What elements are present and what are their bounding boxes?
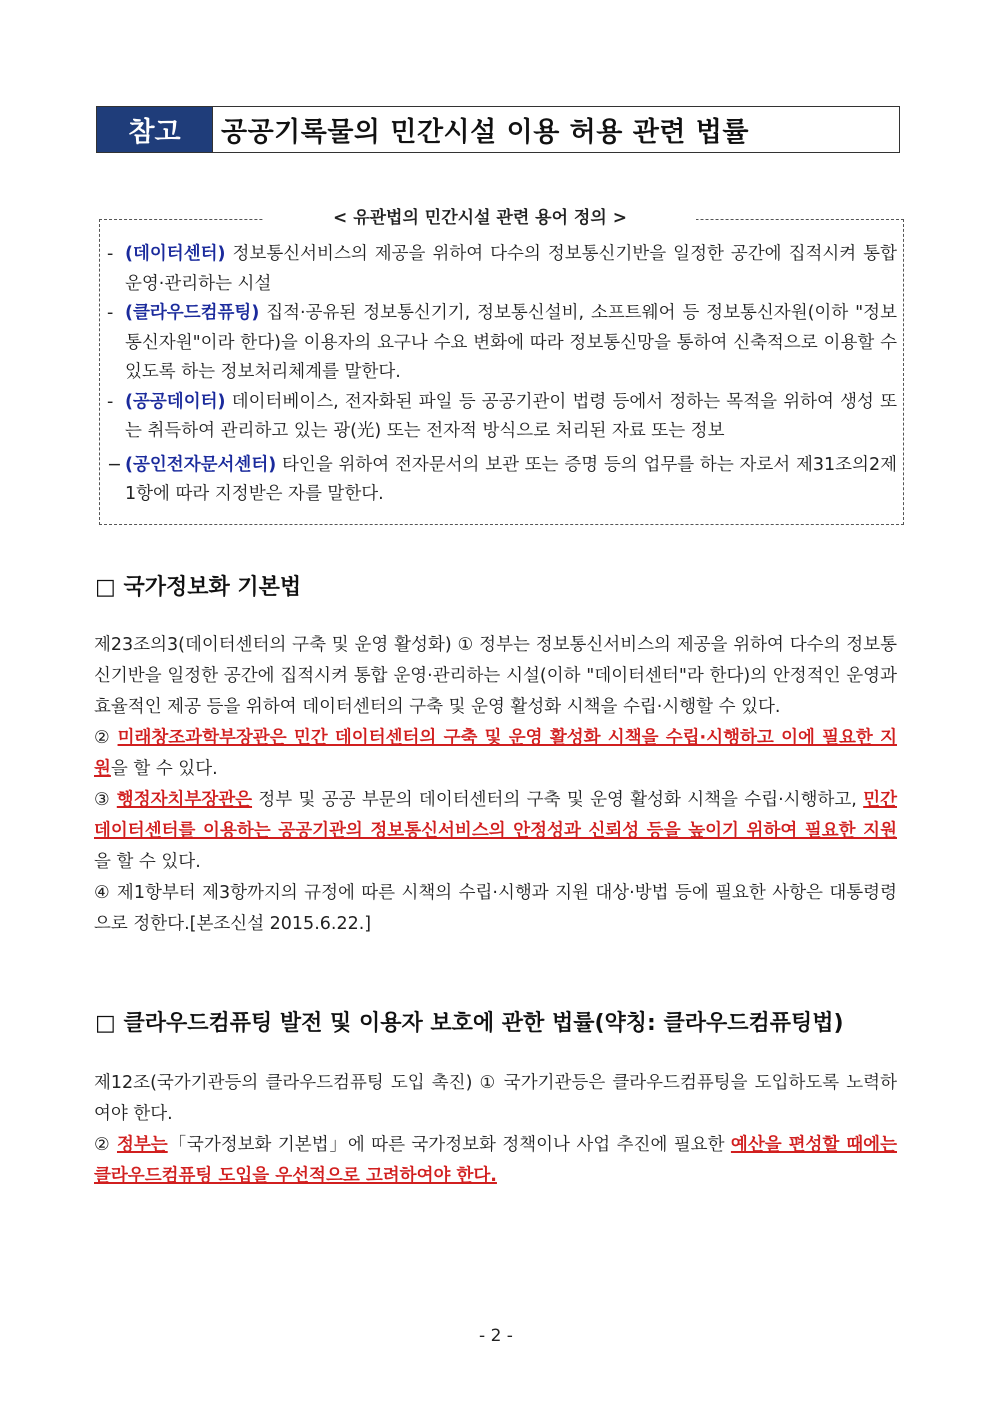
document-title-box: [96, 106, 900, 153]
article-paragraph-1: 제12조(국가기관등의 클라우드컴퓨팅 도입 촉진) ① 국가기관등은 클라우드컴퓨팅을 도입하도록 노력하여야 한다.: [94, 1073, 897, 1124]
highlighted-clause: 미래창조과학부장관은 민간 데이터센터의 구축 및 운영 활성화 시책을 수립·시행하고 이에 필요한 지원: [94, 728, 897, 779]
definition-item-datacenter: [107, 240, 897, 299]
list-dash: -: [107, 391, 114, 412]
definition-term: (공공데이터): [125, 391, 226, 412]
definition-item-public-data: [107, 388, 897, 447]
definition-term: (공인전자문서센터): [125, 454, 277, 475]
article-paragraph-4: ④ 제1항부터 제3항까지의 규정에 따른 시책의 수립·시행과 지원 대상·방법 등에 필요한 사항은 대통령령으로 정한다.[본조신설 2015.6.22.]: [94, 883, 897, 934]
highlighted-clause: 행정자치부장관은: [116, 790, 253, 810]
reference-tag: 참고: [97, 107, 213, 152]
article-paragraph-2: ② 미래창조과학부장관은 민간 데이터센터의 구축 및 운영 활성화 시책을 수립·시행하고 이에 필요한 지원을 할 수 있다.: [94, 728, 897, 779]
highlighted-clause: 예산을 편성할 때에는 클라우드컴퓨팅 도입을 우선적으로 고려하여야 한다.: [94, 1135, 897, 1186]
section-heading-national-informatization-act: □ 국가정보화 기본법: [95, 575, 302, 600]
article-paragraph-2: ② 정부는「국가정보화 기본법」에 따른 국가정보화 정책이나 사업 추진에 필요한 예산을 편성할 때에는 클라우드컴퓨팅 도입을 우선적으로 고려하여야 한다.: [94, 1135, 897, 1186]
section-heading-cloud-computing-act: □ 클라우드컴퓨팅 발전 및 이용자 보호에 관한 법률(약칭: 클라우드컴퓨팅법): [95, 1011, 844, 1036]
definition-text: 집적·공유된 정보통신기기, 정보통신설비, 소프트웨어 등 정보통신자원(이하 "정보통신자원"이라 한다)을 이용자의 요구나 수요 변화에 따라 정보통신망을 통하여 신축적으로 이용할 수 있도록 하는 정보처리체계를 말한다.: [125, 303, 897, 382]
article-paragraph-1: 제23조의3(데이터센터의 구축 및 운영 활성화) ① 정부는 정보통신서비스의 제공을 위하여 다수의 정보통신기반을 일정한 공간에 집적시켜 통합 운영·관리하는 시설(이하 "데이터센터"라 한다)의 안정적인 운영과 효율적인 제공 등을 위하여 데이터센터의 구축 및 운영 활성화 시책을 수립·시행할 수 있다.: [94, 635, 897, 717]
definition-item-e-document-center: [107, 451, 897, 510]
section2-body: [94, 1068, 897, 1192]
document-title: 공공기록물의 민간시설 이용 허용 관련 법률: [221, 117, 749, 148]
article-paragraph-3: ③ 행정자치부장관은 정부 및 공공 부문의 데이터센터의 구축 및 운영 활성화 시책을 수립·시행하고, 민간 데이터센터를 이용하는 공공기관의 정보통신서비스의 안정성과 신뢰성 등을 높이기 위하여 필요한 지원을 할 수 있다.: [94, 790, 897, 872]
definition-text: 타인을 위하여 전자문서의 보관 또는 증명 등의 업무를 하는 자로서 제31조의2제1항에 따라 지정받은 자를 말한다.: [125, 454, 897, 504]
definitions-title: < 유관법의 민간시설 관련 용어 정의 >: [264, 205, 696, 231]
definition-text: 정보통신서비스의 제공을 위하여 다수의 정보통신기반을 일정한 공간에 집적시켜 통합 운영·관리하는 시설: [125, 244, 897, 294]
definition-term: (클라우드컴퓨팅): [125, 303, 260, 323]
definition-item-cloud: [107, 299, 897, 388]
highlighted-clause: 정부는: [116, 1135, 168, 1155]
definition-term: (데이터센터): [125, 244, 226, 264]
highlighted-clause: 민간 데이터센터를 이용하는 공공기관의 정보통신서비스의 안정성과 신뢰성 등을 높이기 위하여 필요한 지원: [94, 790, 897, 841]
definitions-list: [107, 240, 897, 510]
list-dash: -: [107, 303, 114, 323]
list-dash: −: [107, 454, 122, 475]
page-number: - 2 -: [479, 1326, 513, 1346]
section1-body: [94, 630, 897, 940]
definition-text: 데이터베이스, 전자화된 파일 등 공공기관이 법령 등에서 정하는 목적을 위하여 생성 또는 취득하여 관리하고 있는 광(光) 또는 전자적 방식으로 처리된 자료 또는 정보: [125, 391, 897, 441]
list-dash: -: [107, 244, 114, 264]
